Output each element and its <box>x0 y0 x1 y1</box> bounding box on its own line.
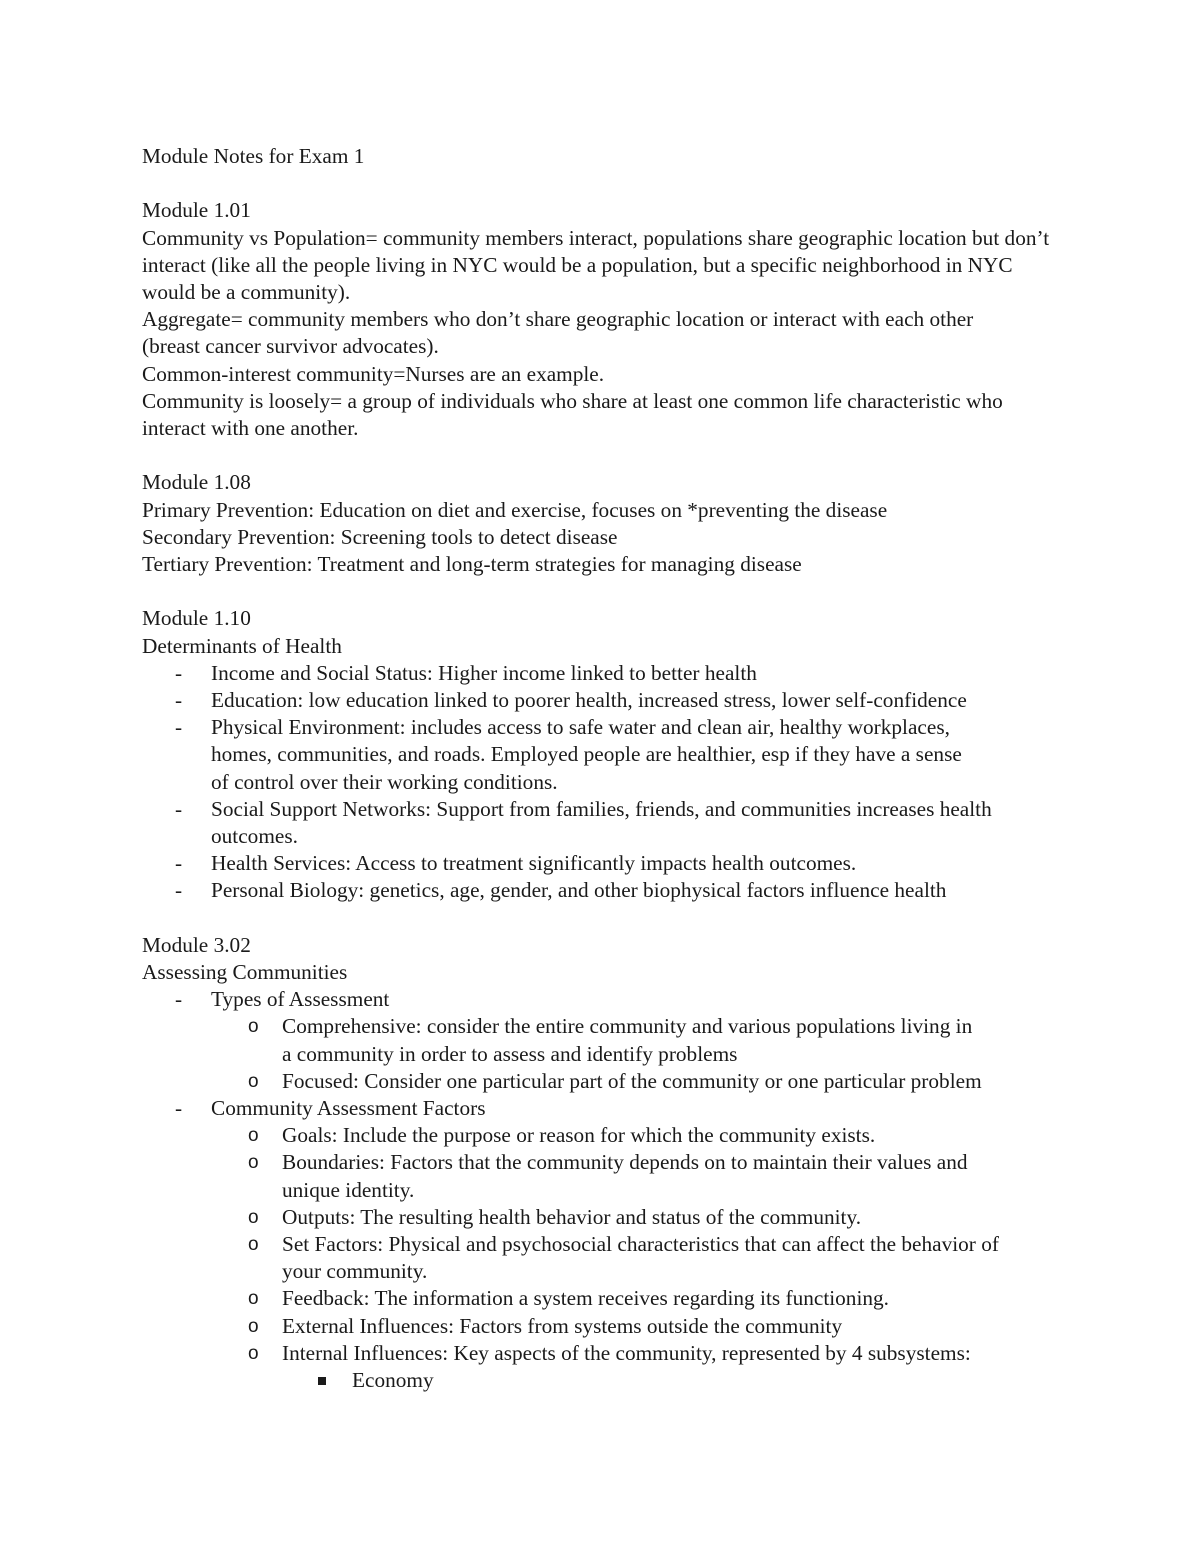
document-title: Module Notes for Exam 1 <box>142 144 365 168</box>
sublist-item <box>211 1340 1072 1394</box>
square-bullet <box>318 1377 326 1385</box>
subsystem-item-text: Economy <box>352 1368 434 1393</box>
section-heading: Module 1.10 <box>142 606 251 631</box>
section-module-3-02 <box>142 932 1072 1394</box>
list-item-text: Health Services: Access to treatment significantly impacts health outcomes. <box>211 851 857 876</box>
list-item <box>142 796 1016 850</box>
circle-bullet: o <box>248 1315 259 1337</box>
list-item <box>142 850 1072 877</box>
sublist-item-text: Internal Influences: Key aspects of the community, represented by 4 subsystems: <box>282 1340 971 1365</box>
sublist-item <box>211 1122 1072 1149</box>
sublist-item-text: External Influences: Factors from systems outside the community <box>282 1313 843 1338</box>
assessment-list <box>142 986 1072 1394</box>
section-heading: Module 1.08 <box>142 470 251 495</box>
types-sublist <box>211 1013 1072 1095</box>
tertiary-prevention: Tertiary Prevention: Treatment and long-term strategies for managing disease <box>142 552 802 577</box>
subsystem-item <box>282 1367 1072 1394</box>
sublist-item <box>211 1285 1072 1312</box>
list-item-text: Income and Social Status: Higher income linked to better health <box>211 660 757 685</box>
list-item-types-of-assessment <box>142 986 1072 1095</box>
document-page <box>142 143 1072 1394</box>
section-module-1-01 <box>142 197 1072 442</box>
dash-bullet: - <box>175 688 183 713</box>
primary-prevention: Primary Prevention: Education on diet and exercise, focuses on *preventing the disease <box>142 497 888 522</box>
list-item <box>142 877 1072 904</box>
spacer <box>142 905 1072 932</box>
dash-bullet: - <box>175 660 183 685</box>
circle-bullet: o <box>248 1206 259 1228</box>
dash-bullet: - <box>175 878 183 903</box>
subsystems-list <box>282 1367 1072 1394</box>
paragraph-community-vs-population: Community vs Population= community members interact, populations share geographic location but don’t interact (like all the people living in NYC would be a population, but a specific neighborhood in NYC would be a community). <box>142 225 1050 304</box>
dash-bullet: - <box>175 1096 183 1121</box>
list-item-text: Physical Environment: includes access to safe water and clean air, healthy workplaces, homes, communities, and roads. Employed people are healthier, esp if they have a sense of control over their working conditions. <box>211 715 962 794</box>
section-subheading: Assessing Communities <box>142 960 348 985</box>
circle-bullet: o <box>248 1288 259 1310</box>
section-module-1-08 <box>142 469 1072 578</box>
section-subheading: Determinants of Health <box>142 633 342 658</box>
sublist-item-text: Outputs: The resulting health behavior and status of the community. <box>282 1204 862 1229</box>
sublist-item-text: Goals: Include the purpose or reason for which the community exists. <box>282 1123 876 1148</box>
list-item-text: Social Support Networks: Support from families, friends, and communities increases health outcomes. <box>211 796 992 849</box>
sublist-item <box>211 1013 982 1067</box>
paragraph-aggregate: Aggregate= community members who don’t share geographic location or interact with each other (breast cancer survivor advocates). <box>142 307 974 359</box>
list-item <box>142 660 1072 687</box>
circle-bullet: o <box>248 1070 259 1092</box>
paragraph-common-interest: Common-interest community=Nurses are an example. <box>142 361 605 386</box>
determinants-list <box>142 660 1072 905</box>
spacer <box>142 578 1072 605</box>
paragraph-community-loosely: Community is loosely= a group of individuals who share at least one common life characteristic who interact with one another. <box>142 388 1003 441</box>
list-item-text: Personal Biology: genetics, age, gender, and other biophysical factors influence health <box>211 878 947 903</box>
dash-bullet: - <box>175 796 183 821</box>
sublist-item-text: Feedback: The information a system receives regarding its functioning. <box>282 1286 889 1311</box>
dash-bullet: - <box>175 715 183 740</box>
sublist-item-text: Boundaries: Factors that the community depends on to maintain their values and unique identity. <box>282 1150 968 1202</box>
spacer <box>142 442 1072 469</box>
sublist-item <box>211 1149 982 1203</box>
circle-bullet: o <box>248 1016 259 1038</box>
sublist-item <box>211 1231 1012 1285</box>
section-heading: Module 1.01 <box>142 198 251 223</box>
list-item-text: Education: low education linked to poorer health, increased stress, lower self-confidence <box>211 688 967 713</box>
section-module-1-10 <box>142 605 1072 904</box>
sublist-item-text: Focused: Consider one particular part of the community or one particular problem <box>282 1068 982 1093</box>
sublist-item-text: Set Factors: Physical and psychosocial characteristics that can affect the behavior of your community. <box>282 1232 999 1284</box>
circle-bullet: o <box>248 1234 259 1256</box>
dash-bullet: - <box>175 987 183 1012</box>
list-item-text: Types of Assessment <box>211 987 390 1012</box>
list-item <box>142 714 971 796</box>
secondary-prevention: Secondary Prevention: Screening tools to detect disease <box>142 524 618 549</box>
sublist-item-text: Comprehensive: consider the entire community and various populations living in a community in order to assess and identify problems <box>282 1014 973 1066</box>
list-item <box>142 687 1072 714</box>
sublist-item <box>211 1068 1072 1095</box>
spacer <box>142 170 1072 197</box>
factors-sublist <box>211 1122 1072 1394</box>
circle-bullet: o <box>248 1342 259 1364</box>
sublist-item <box>211 1313 1072 1340</box>
dash-bullet: - <box>175 851 183 876</box>
sublist-item <box>211 1204 1072 1231</box>
section-heading: Module 3.02 <box>142 932 251 957</box>
list-item-text: Community Assessment Factors <box>211 1096 486 1121</box>
circle-bullet: o <box>248 1125 259 1147</box>
circle-bullet: o <box>248 1152 259 1174</box>
list-item-community-assessment-factors <box>142 1095 1072 1394</box>
